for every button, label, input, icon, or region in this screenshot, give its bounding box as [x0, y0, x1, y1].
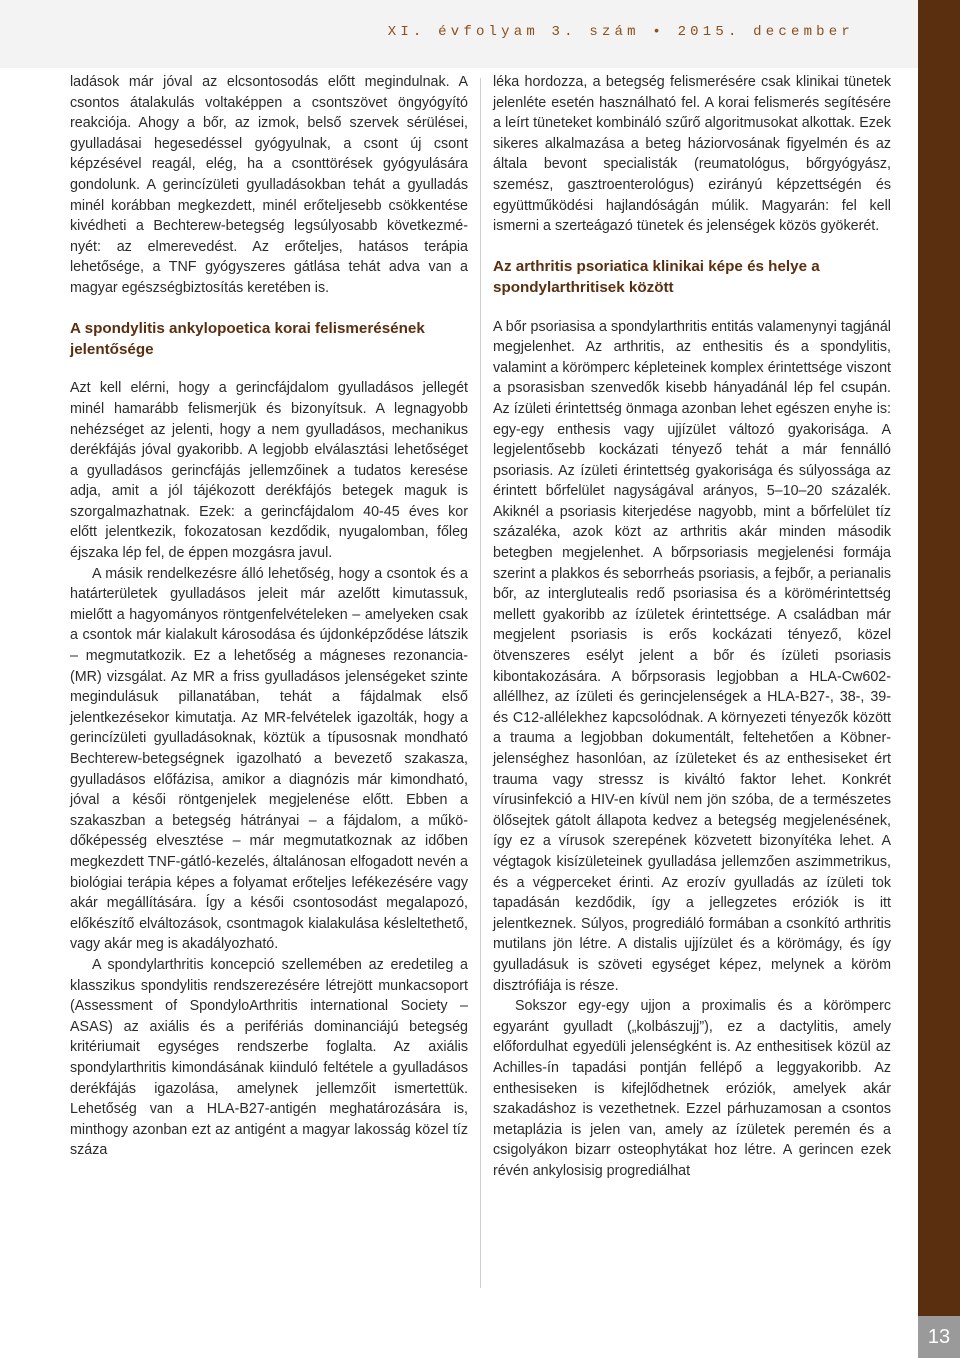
column-divider — [480, 78, 481, 1288]
right-paragraph-3: Sokszor egy-egy ujjon a proximalis és a körömperc egyaránt gyulladt („kolbászujj”), ez a dactylitis, amely előfordulhat egyedüli jelenségként is. Az enthesitisek közül az Achilles-ín tapadási pontján fellépő a leggyakoribb. Az enthesiseken is kifejlődhetnek eróziók, amelyek akár szakadáshoz is vezethetnek. Ezzel párhuzamosan a csontos metaplázia is jelen van, amely az ízületek peremén és a csigolyákon bizarr osteophytákat hoz létre. A gerincen ezek révén ankylosisig progrediálhat — [493, 998, 891, 1179]
left-column — [70, 72, 468, 1161]
right-paragraph-1: léka hordozza, a betegség felismerésére csak klinikai tünetek jelenléte esetén használható fel. A korai felismerés segítésére a leírt tüneteket kombináló szűrő algoritmusokat alkottak. Ezek sikeres alkalmazása a beteg háziorvosának figyelmén és az általa bevont specialisták (reumatológus, bőrgyógyász, szemész, gasztroenterológus) ezirányú képzettségén és együttműködési hajlandóságán múlik. Magyarán: fel kell ismerni a szerteágazó tünetek és jelenségek közös gyökerét. — [493, 74, 891, 235]
right-column — [493, 72, 891, 1181]
issue-line: XI. évfolyam 3. szám • 2015. december — [387, 24, 854, 40]
spacer — [493, 237, 891, 258]
left-paragraph-1: ladások már jóval az elcsontosodás előtt megindulnak. A csontos átalakulás voltaképpen a csontszövet öngyógyító reakciója. Ahogy a bőr, az izmok, belső szervek sérülései, gyulladásai hegesedéssel gyógyulnak, a csont új csont képzésével reagál, elég, ha a csonttörések gyógyulására gondolunk. A gerincízületi gyulladásokban tehát a gyulladás minél korábban megkezdett, minél erőteljesebb csökkentése kivédheti a Bechterew-betegség legsúlyosabb következményét: az elmerevedést. Az erőteljes, hatásos terápia lehetősége, a TNF gyógyszeres gátlása tehát adva van a magyar egészségbiztosítás keretében is. — [70, 74, 468, 296]
header-bar — [0, 0, 918, 68]
spacer — [70, 360, 468, 378]
right-paragraph-2: A bőr psoriasisa a spondylarthritis entitás valamenynyi tagjánál megjelenhet. Az arthritis, az enthesitis és a spondylitis, valamint a körömperc képleteinek komplex érintettsége viszont a psorasisban szenvedők kisebb hányadánál lép fel csupán. Az ízületi érintettség önmaga azonban lehet egészen enyhe is: egy-egy enthesis vagy ujjízület változó gyakorisága. A legjelentősebb kockázati tényező tehát a már fennálló psoriasis. Az ízületi érintettség gyakorisága és súlyossága az érintett bőrfelület nagyságával arányos, 5–10–20 százalék. Akiknél a psoriasis kiterjedése nagyobb, mint a bőrfelület tíz százaléka, azok közt az arthritis akár minden második betegben megjelenhet. A bőrpsoriasis megjelenési formája szerint a plakkos és seborrheás psoriasis, a fejbőr, a perianalis bőr, az interglutealis redő psoriasisa és a körömérintettség mellett gyakoribb az ízületek érintettsége. A családban már megjelent psoriasis is erős kockázati tényező, közel ötvenszeres esélyt jelent a bőr és ízületi psoriasis kibontakozására. A bőrpsorasis legjobban a HLA-Cw602-alléllhez, az ízületi és gerincjelenségek a HLA-B27-, 38-, 39- és C12-allélekhez kapcsolódnak. A környezeti tényezők között a trauma a legjobban dokumentált, feltehetően a Köbner-jelenséghez hasonlóan, az ízületeket és az enthesiseket ért trauma vagy stressz is kiváltó faktor lehet. Konkrét vírusinfekció a HIV-en kívül nem jön szóba, de a természetes ölősejtek gátolt állapota kedvez a betegség megjelenésének, így ez a vírusok szerepének közvetett bizonyítéka lehet. A végtagok kisízületeinek gyulladása jellemzően aszimmetrikus, és a végperceket érinti. Az erozív gyulladás az ízületi tok tapadásán kezdődik, így a jellegzetes eróziók is itt jelentkeznek. Súlyos, progrediáló formában a csonkító arthritis mutilans jön létre. A distalis ujjízület és a körömágy, és így gyulladásuk is szöveti egységet képez, melynek a köröm disztrófiája is része. — [493, 318, 891, 994]
spacer — [493, 299, 891, 317]
spacer — [70, 299, 468, 320]
heading-arthritis-psoriatica: Az arthritis psoriatica klinikai képe és helye a spondylarthritisek között — [493, 258, 820, 296]
heading-early-recognition: A spondylitis ankylopoetica korai felismerésének jelentősége — [70, 320, 425, 358]
page-number: 13 — [918, 1316, 960, 1358]
left-paragraph-3: A másik rendelkezésre álló lehetőség, hogy a csontok és a határterületek gyulladásos jeleit már azelőtt kimutassuk, mielőtt a hagyományos röntgenfelvételeken – amelyeken csak a csontok már kialakult károsodása és újdonképződése látszik – megmutatkozik. Ez a lehetőség a mágneses rezonancia- (MR) vizsgálat. Az MR a friss gyulladásos jelenségeket szinte megindulásuk pillanatában, tehát a fájdalmak első jelentkezésekor kimutatja. Az MR-felvételek igazolták, hogy a gerincízületi gyulladásoknak, köztük a típusosnak mondható Bechterew-betegségnek igazolható a bevezető szakasza, gyulladásos előfázisa, amikor a diagnózis már kimondható, jóval a késői röntgenjelek megjelenése előtt. Ebben a szakaszban a betegség hátrányai – a fájdalom, a működőképesség elvesztése – már megmutatkoznak az időben megkezdett TNF-gátló-kezelés, általánosan elfogadott nevén a biológiai terápia képes a folyamat erőteljes lefékezésére vagy akár megállítására. Így a késői csontosodást megalapozó, előkészítő elváltozások, csontmagok kialakulása késleltethető, vagy akár meg is akadályozható. — [70, 565, 468, 953]
left-paragraph-4: A spondylarthritis koncepció szellemében az eredetileg a klasszikus spondylitis rendszerezésére létrejött munkacsoport (Assessment of SpondyloArthritis international Society – ASAS) az axiális és a perifériás dominanciájú betegség kritériumait egységes rendszerbe foglalta. Az axiális spondylarthritis kimondásának kiinduló feltétele a gyulladásos derékfájás igazolása, amelynek jellemzőit ismertettük. Lehetőség van a HLA-B27-antigén meghatározására is, minthogy azonban ezt az antigént a magyar lakosság közel tíz száza — [70, 956, 468, 1159]
right-color-strip — [918, 0, 960, 1358]
left-paragraph-2: Azt kell elérni, hogy a gerincfájdalom gyulladásos jellegét minél hamarább felismerjük és bizonyítsuk. A legnagyobb nehézséget az jelenti, hogy a nem gyulladásos, mechanikus derékfájás jóval gyakoribb. A legjobb elválasztási lehetőséget a gyulladásos gerincfájás jellemzőinek a tudatos keresése adja, amit a jól tájékozott derékfájós betegek maguk is szorgalmazhatnak. Ezek: a gerincfájdalom 40-45 éves kor előtt jelentkezik, fokozatosan kezdődik, nyugalomban, főleg éjszaka lép fel, de éppen mozgásra javul. — [70, 380, 468, 562]
